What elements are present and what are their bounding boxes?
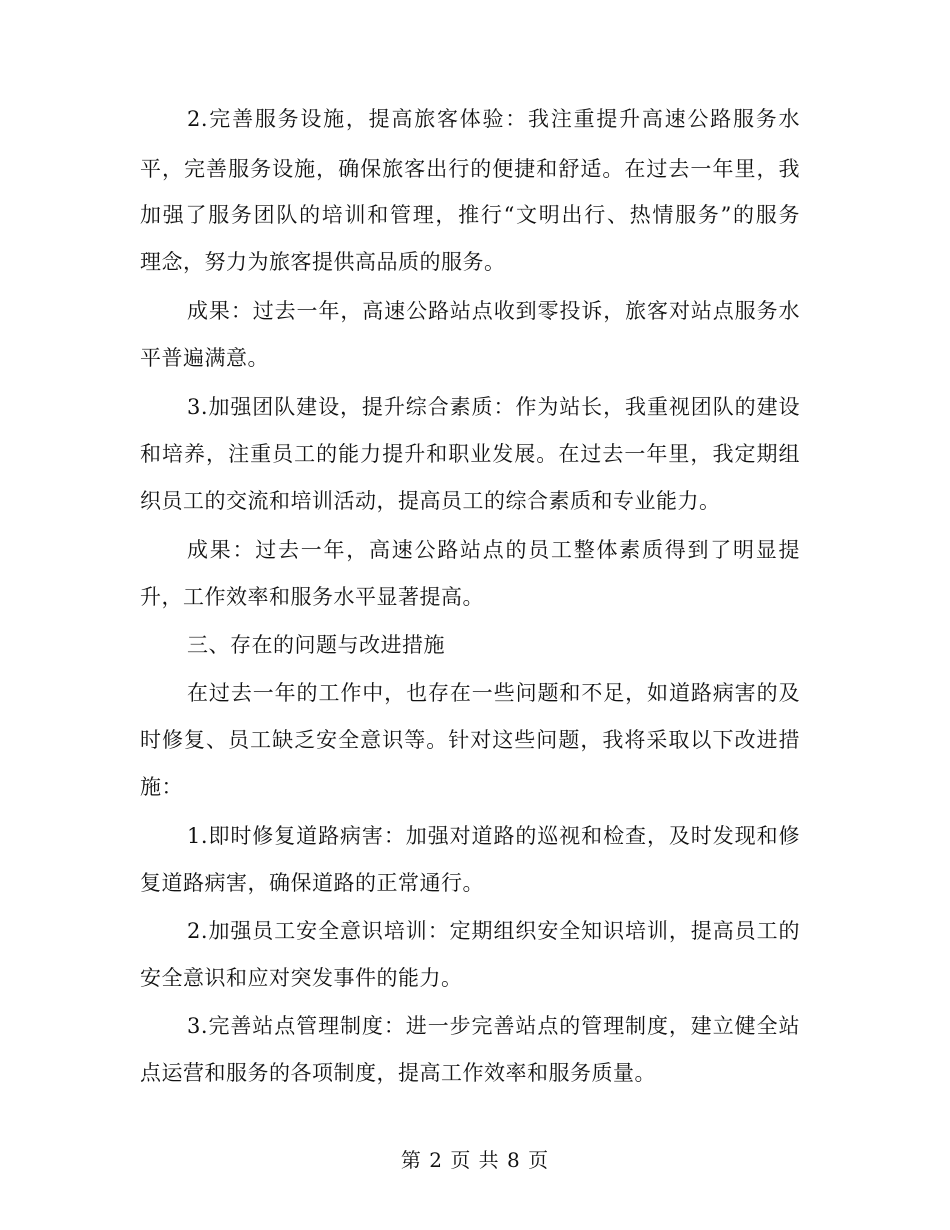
paragraph-7-line-2: 复道路病害，确保道路的正常通行。 — [140, 871, 484, 895]
paragraph-2-line-2: 平普遍满意。 — [140, 346, 269, 370]
paragraph-9-line-1: 3.完善站点管理制度：进一步完善站点的管理制度，建立健全站 — [187, 1014, 800, 1038]
paragraph-8-line-1: 2.加强员工安全意识培训：定期组织安全知识培训，提高员工的 — [187, 919, 800, 943]
section-heading: 三、存在的问题与改进措施 — [187, 633, 445, 657]
paragraph-1-line-1: 2.完善服务设施，提高旅客体验：我注重提升高速公路服务水 — [187, 107, 800, 131]
paragraph-3-line-3: 织员工的交流和培训活动，提高员工的综合素质和专业能力。 — [140, 489, 721, 513]
paragraph-3-line-2: 和培养，注重员工的能力提升和职业发展。在过去一年里，我定期组 — [140, 442, 800, 466]
paragraph-7-line-1: 1.即时修复道路病害：加强对道路的巡视和检查，及时发现和修 — [187, 824, 800, 848]
paragraph-2-line-1: 成果：过去一年，高速公路站点收到零投诉，旅客对站点服务水 — [187, 299, 800, 323]
paragraph-1-line-3: 加强了服务团队的培训和管理，推行“文明出行、热情服务”的服务 — [140, 203, 800, 227]
paragraph-4-line-2: 升，工作效率和服务水平显著提高。 — [140, 585, 484, 609]
paragraph-6-line-1: 在过去一年的工作中，也存在一些问题和不足，如道路病害的及 — [187, 681, 800, 705]
paragraph-1-line-4: 理念，努力为旅客提供高品质的服务。 — [140, 250, 506, 274]
paragraph-4-line-1: 成果：过去一年，高速公路站点的员工整体素质得到了明显提 — [187, 538, 800, 562]
paragraph-3-line-1: 3.加强团队建设，提升综合素质：作为站长，我重视团队的建设 — [187, 395, 800, 419]
paragraph-8-line-2: 安全意识和应对突发事件的能力。 — [140, 966, 463, 990]
paragraph-9-line-2: 点运营和服务的各项制度，提高工作效率和服务质量。 — [140, 1061, 656, 1085]
paragraph-6-line-3: 施： — [140, 775, 183, 799]
page-number-footer: 第 2 页 共 8 页 — [400, 1148, 550, 1172]
paragraph-6-line-2: 时修复、员工缺乏安全意识等。针对这些问题，我将采取以下改进措 — [140, 728, 800, 752]
paragraph-1-line-2: 平，完善服务设施，确保旅客出行的便捷和舒适。在过去一年里，我 — [140, 157, 800, 181]
